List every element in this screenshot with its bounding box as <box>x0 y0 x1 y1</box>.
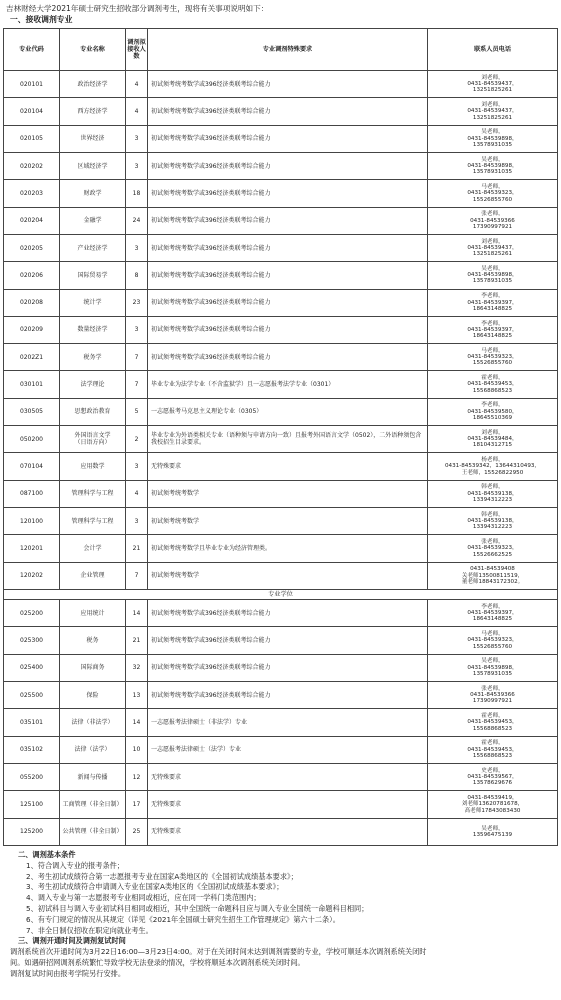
table-row <box>4 480 558 507</box>
table-row <box>4 152 558 179</box>
quota-cell: 3 <box>126 316 148 343</box>
major-code-cell: 0202Z1 <box>4 344 60 371</box>
major-name-cell: 税务学 <box>60 344 126 371</box>
contact-cell: 刘老师， 0431-84539437， 13251825261 <box>428 98 558 125</box>
requirement-cell: 初试须考统考数学或396经济类联考综合能力 <box>148 627 428 654</box>
major-code-cell: 035102 <box>4 736 60 763</box>
major-code-cell: 125100 <box>4 791 60 818</box>
contact-cell: 刘老师， 0431-84539484， 18104312715 <box>428 426 558 453</box>
condition-item: 3、考生初试成绩符合申请调入专业在国家A类地区的《全国初试成绩基本要求》； <box>26 882 284 892</box>
major-name-cell: 新闻与传播 <box>60 764 126 791</box>
condition-item: 7、非全日制仅招收在职定向就业考生。 <box>26 925 153 935</box>
requirement-cell: 初试须考统考数学或396经济类联考综合能力 <box>148 125 428 152</box>
condition-item: 4、调入专业与第一志愿报考专业相同或相近，应在同一学科门类范围内； <box>26 893 261 903</box>
condition-item: 5、初试科目与调入专业初试科目相同或相近，其中全国统一命题科目应与调入专业全国统一命题科目相同； <box>26 903 369 913</box>
major-code-cell: 120202 <box>4 562 60 589</box>
table-row <box>4 180 558 207</box>
major-code-cell: 020205 <box>4 234 60 261</box>
table-row <box>4 316 558 343</box>
contact-cell: 霍老师， 0431-84539453， 15568868523 <box>428 371 558 398</box>
quota-cell: 2 <box>126 426 148 453</box>
major-code-cell: 020203 <box>4 180 60 207</box>
table-row <box>4 398 558 425</box>
contact-cell: 史老师， 0431-84539567， 13578629676 <box>428 764 558 791</box>
table-row <box>4 682 558 709</box>
section-1-title: 一、接收调剂专业 <box>10 15 73 24</box>
contact-cell: 马老师， 0431-84539323， 15526855760 <box>428 627 558 654</box>
contact-cell: 韩老师， 0431-84539138， 13394312223 <box>428 508 558 535</box>
requirement-cell: 无特殊要求 <box>148 818 428 845</box>
major-code-cell: 055200 <box>4 764 60 791</box>
quota-cell: 7 <box>126 371 148 398</box>
quota-cell: 14 <box>126 709 148 736</box>
contact-cell: 李老师， 0431-84539397， 18643148825 <box>428 600 558 627</box>
requirement-cell: 初试须考统考数学 <box>148 562 428 589</box>
requirement-cell: 初试须考统考数学或396经济类联考综合能力 <box>148 682 428 709</box>
major-code-cell: 070104 <box>4 453 60 480</box>
table-row <box>4 371 558 398</box>
major-name-cell: 管理科学与工程 <box>60 480 126 507</box>
table-row <box>4 262 558 289</box>
major-code-cell: 025500 <box>4 682 60 709</box>
contact-cell: 0431-84539419， 刘老师13620781678， 高老师17843083430 <box>428 791 558 818</box>
quota-cell: 10 <box>126 736 148 763</box>
divider-label: 专业学位 <box>4 590 558 600</box>
requirement-cell: 无特殊要求 <box>148 453 428 480</box>
major-name-cell: 管理科学与工程 <box>60 508 126 535</box>
schedule-paragraph: 调剂复试时间由报考学院另行安排。 <box>10 968 126 978</box>
requirement-cell: 初试须考统考数学或396经济类联考综合能力 <box>148 98 428 125</box>
major-name-cell: 世界经济 <box>60 125 126 152</box>
table-row <box>4 654 558 681</box>
header-count: 调剂拟接收人数 <box>126 29 148 71</box>
requirement-cell: 初试须考统考数学或396经济类联考综合能力 <box>148 289 428 316</box>
requirement-cell: 一志愿报考法律硕士（非法学）专业 <box>148 709 428 736</box>
major-name-cell: 财政学 <box>60 180 126 207</box>
major-code-cell: 030505 <box>4 398 60 425</box>
major-code-cell: 020204 <box>4 207 60 234</box>
requirement-cell: 一志愿报考法律硕士（法学）专业 <box>148 736 428 763</box>
contact-cell: 李老师， 0431-84539397， 18643148825 <box>428 289 558 316</box>
table-row <box>4 453 558 480</box>
header-requirement: 专业调剂特殊要求 <box>148 29 428 71</box>
section-3-title: 三、调剂开通时间及调剂复试时间 <box>18 936 126 946</box>
major-name-cell: 国际贸易学 <box>60 262 126 289</box>
major-name-cell: 外国语言文学 （日语方向） <box>60 426 126 453</box>
major-name-cell: 企业管理 <box>60 562 126 589</box>
contact-cell: 吴老师， 0431-84539898， 13578931035 <box>428 152 558 179</box>
condition-item: 6、有专门规定的情况从其规定（详见《2021年全国硕士研究生招生工作管理规定》第六十二条）。 <box>26 914 340 924</box>
header-name: 专业名称 <box>60 29 126 71</box>
major-code-cell: 120100 <box>4 508 60 535</box>
contact-cell: 刘老师， 0431-84539437， 13251825261 <box>428 234 558 261</box>
requirement-cell: 初试须考统考数学或396经济类联考综合能力 <box>148 344 428 371</box>
contact-cell: 吴老师， 0431-84539898， 13578931035 <box>428 654 558 681</box>
contact-cell: 张老师， 0431-84539366 17390997921 <box>428 207 558 234</box>
contact-cell: 张老师， 0431-84539323， 15526662525 <box>428 535 558 562</box>
schedule-paragraph: 调剂系统首次开通时间为3月22日16:00—3月23日4:00。对于在关闭时间未达到调剂需要的专业，学校可顺延本次调剂系统关闭时 <box>10 947 427 957</box>
major-name-cell: 西方经济学 <box>60 98 126 125</box>
major-name-cell: 金融学 <box>60 207 126 234</box>
table-row <box>4 426 558 453</box>
quota-cell: 18 <box>126 180 148 207</box>
requirement-cell: 初试须考统考数学或396经济类联考综合能力 <box>148 180 428 207</box>
major-code-cell: 020101 <box>4 71 60 98</box>
major-code-cell: 020202 <box>4 152 60 179</box>
header-code: 专业代码 <box>4 29 60 71</box>
major-name-cell: 思想政治教育 <box>60 398 126 425</box>
table-header-row <box>4 29 558 71</box>
requirement-cell: 无特殊要求 <box>148 764 428 791</box>
requirement-cell: 初试须考统考数学 <box>148 480 428 507</box>
contact-cell: 李老师， 0431-84539580， 18645510369 <box>428 398 558 425</box>
major-name-cell: 工商管理（非全日制） <box>60 791 126 818</box>
major-code-cell: 020208 <box>4 289 60 316</box>
quota-cell: 3 <box>126 453 148 480</box>
major-code-cell: 050200 <box>4 426 60 453</box>
requirement-cell: 初试须考统考数学且毕业专业为经济管理类。 <box>148 535 428 562</box>
major-code-cell: 020104 <box>4 98 60 125</box>
quota-cell: 32 <box>126 654 148 681</box>
notes-section <box>8 850 556 980</box>
table-row <box>4 791 558 818</box>
table-row <box>4 736 558 763</box>
major-code-cell: 035101 <box>4 709 60 736</box>
major-name-cell: 数量经济学 <box>60 316 126 343</box>
quota-cell: 8 <box>126 262 148 289</box>
contact-cell: 韩老师， 0431-84539138， 13394312223 <box>428 480 558 507</box>
requirement-cell: 初试须考统考数学或396经济类联考综合能力 <box>148 71 428 98</box>
requirement-cell: 无特殊要求 <box>148 791 428 818</box>
contact-cell: 杨老师， 0431-84539342，13644310493， 王老师，15526822950 <box>428 453 558 480</box>
table-row <box>4 344 558 371</box>
major-name-cell: 应用统计 <box>60 600 126 627</box>
requirement-cell: 初试须考统考数学或396经济类联考综合能力 <box>148 207 428 234</box>
quota-cell: 5 <box>126 398 148 425</box>
major-code-cell: 020206 <box>4 262 60 289</box>
quota-cell: 14 <box>126 600 148 627</box>
quota-cell: 7 <box>126 344 148 371</box>
contact-cell: 0431-84539408 关老师13500811519， 董老师18843172302。 <box>428 562 558 589</box>
requirement-cell: 初试须考统考数学或396经济类联考综合能力 <box>148 316 428 343</box>
major-name-cell: 法学理论 <box>60 371 126 398</box>
quota-cell: 3 <box>126 152 148 179</box>
requirement-cell: 初试须考统考数学或396经济类联考综合能力 <box>148 654 428 681</box>
quota-cell: 4 <box>126 71 148 98</box>
major-code-cell: 087100 <box>4 480 60 507</box>
quota-cell: 3 <box>126 508 148 535</box>
contact-cell: 吴老师， 13596475139 <box>428 818 558 845</box>
major-code-cell: 025300 <box>4 627 60 654</box>
quota-cell: 4 <box>126 98 148 125</box>
major-code-cell: 025200 <box>4 600 60 627</box>
table-row <box>4 508 558 535</box>
table-row <box>4 818 558 845</box>
quota-cell: 25 <box>126 818 148 845</box>
major-name-cell: 政治经济学 <box>60 71 126 98</box>
contact-cell: 霍老师， 0431-84539453， 15568868523 <box>428 709 558 736</box>
major-code-cell: 120201 <box>4 535 60 562</box>
quota-cell: 21 <box>126 627 148 654</box>
contact-cell: 李老师， 0431-84539397， 18643148825 <box>428 316 558 343</box>
quota-cell: 3 <box>126 234 148 261</box>
table-row <box>4 289 558 316</box>
major-name-cell: 国际商务 <box>60 654 126 681</box>
major-code-cell: 025400 <box>4 654 60 681</box>
major-name-cell: 法律（非法学） <box>60 709 126 736</box>
header-contact: 联系人员电话 <box>428 29 558 71</box>
requirement-cell: 初试须考统考数学或396经济类联考综合能力 <box>148 262 428 289</box>
major-code-cell: 020105 <box>4 125 60 152</box>
major-code-cell: 125200 <box>4 818 60 845</box>
table-row <box>4 71 558 98</box>
contact-cell: 吴老师， 0431-84539898， 13578931035 <box>428 125 558 152</box>
major-name-cell: 统计学 <box>60 289 126 316</box>
quota-cell: 7 <box>126 562 148 589</box>
contact-cell: 马老师， 0431-84539323， 15526855760 <box>428 344 558 371</box>
contact-cell: 霍老师， 0431-84539453， 15568868523 <box>428 736 558 763</box>
major-name-cell: 会计学 <box>60 535 126 562</box>
requirement-cell: 初试须考统考数学或396经济类联考综合能力 <box>148 152 428 179</box>
table-row <box>4 600 558 627</box>
quota-cell: 3 <box>126 125 148 152</box>
major-code-cell: 020209 <box>4 316 60 343</box>
requirement-cell: 毕业专业为法学专业（不含监狱学）且一志愿报考法学专业（0301） <box>148 371 428 398</box>
quota-cell: 21 <box>126 535 148 562</box>
contact-cell: 吴老师， 0431-84539898， 13578931035 <box>428 262 558 289</box>
divider-row <box>4 590 558 600</box>
requirement-cell: 初试须考统考数学或396经济类联考综合能力 <box>148 234 428 261</box>
contact-cell: 刘老师， 0431-84539437， 13251825261 <box>428 71 558 98</box>
table-row <box>4 709 558 736</box>
requirement-cell: 初试须考统考数学 <box>148 508 428 535</box>
major-code-cell: 030101 <box>4 371 60 398</box>
table-row <box>4 562 558 589</box>
major-name-cell: 法律（法学） <box>60 736 126 763</box>
schedule-paragraph: 间。如遇研招网调剂系统繁忙导致学校无法登录的情况，学校将顺延本次调剂系统关闭时间。 <box>10 957 305 967</box>
quota-cell: 13 <box>126 682 148 709</box>
major-name-cell: 产业经济学 <box>60 234 126 261</box>
intro-text: 吉林财经大学2021年硕士研究生招收部分调剂考生，现将有关事项说明如下： <box>6 4 269 13</box>
major-name-cell: 公共管理（非全日制） <box>60 818 126 845</box>
contact-cell: 张老师， 0431-84539366 17390997921 <box>428 682 558 709</box>
table-row <box>4 535 558 562</box>
requirement-cell: 初试须考统考数学或396经济类联考综合能力 <box>148 600 428 627</box>
quota-cell: 23 <box>126 289 148 316</box>
major-name-cell: 税务 <box>60 627 126 654</box>
condition-item: 1、符合调入专业的报考条件； <box>26 860 125 870</box>
quota-cell: 24 <box>126 207 148 234</box>
table-row <box>4 627 558 654</box>
requirement-cell: 一志愿报考马克思主义理论专业（0305） <box>148 398 428 425</box>
quota-cell: 4 <box>126 480 148 507</box>
condition-item: 2、考生初试成绩符合第一志愿报考专业在国家A类地区的《全国初试成绩基本要求》； <box>26 871 298 881</box>
table-row <box>4 207 558 234</box>
requirement-cell: 毕业专业为外语类相关专业（语种须与申请方向一致）且报考外国语言文学（0502），二外语种须包含我校招生目录要求。 <box>148 426 428 453</box>
table-row <box>4 98 558 125</box>
major-name-cell: 区域经济学 <box>60 152 126 179</box>
major-name-cell: 应用数学 <box>60 453 126 480</box>
table-row <box>4 234 558 261</box>
contact-cell: 马老师， 0431-84539323， 15526855760 <box>428 180 558 207</box>
adjustment-majors-table <box>3 28 558 846</box>
table-row <box>4 764 558 791</box>
table-row <box>4 125 558 152</box>
quota-cell: 17 <box>126 791 148 818</box>
section-2-title: 二、调剂基本条件 <box>18 850 76 859</box>
quota-cell: 12 <box>126 764 148 791</box>
major-name-cell: 保险 <box>60 682 126 709</box>
